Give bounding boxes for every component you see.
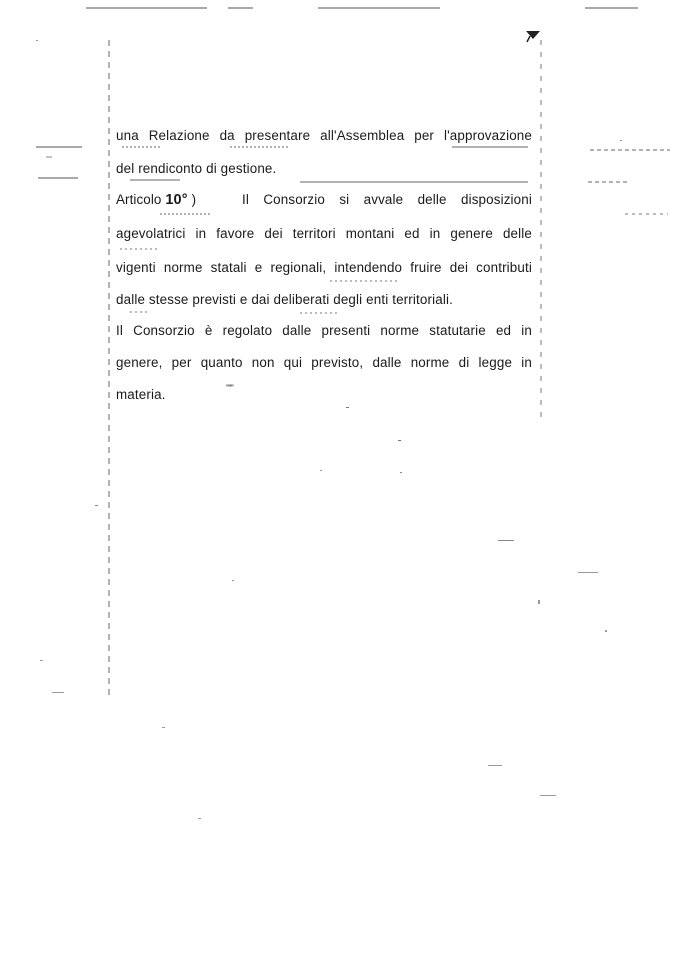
text-line-9: materia. xyxy=(116,387,166,402)
article-10-heading-line xyxy=(116,192,532,208)
text-line-7: Il Consorzio è regolato dalle presenti norme statutarie ed in xyxy=(116,323,532,338)
article-close-paren: ) xyxy=(191,192,197,207)
text-line-2: del rendiconto di gestione. xyxy=(116,161,277,176)
article-label: Articolo xyxy=(116,192,162,207)
text-line-1: una Relazione da presentare all'Assemblea per l'approvazione xyxy=(116,128,532,143)
text-line-8: genere, per quanto non qui previsto, dalle norme di legge in xyxy=(116,355,532,370)
text-line-4: agevolatrici in favore dei territori montani ed in genere delle xyxy=(116,226,532,241)
end-mark: '''''' xyxy=(226,383,234,393)
text-line-3: Il Consorzio si avvale delle disposizioni xyxy=(242,192,532,207)
article-number: 10° xyxy=(165,192,188,208)
text-line-5: vigenti norme statali e regionali, intendendo fruire dei contributi xyxy=(116,260,532,275)
text-line-6: dalle stesse previsti e dai deliberati degli enti territoriali. xyxy=(116,292,453,307)
